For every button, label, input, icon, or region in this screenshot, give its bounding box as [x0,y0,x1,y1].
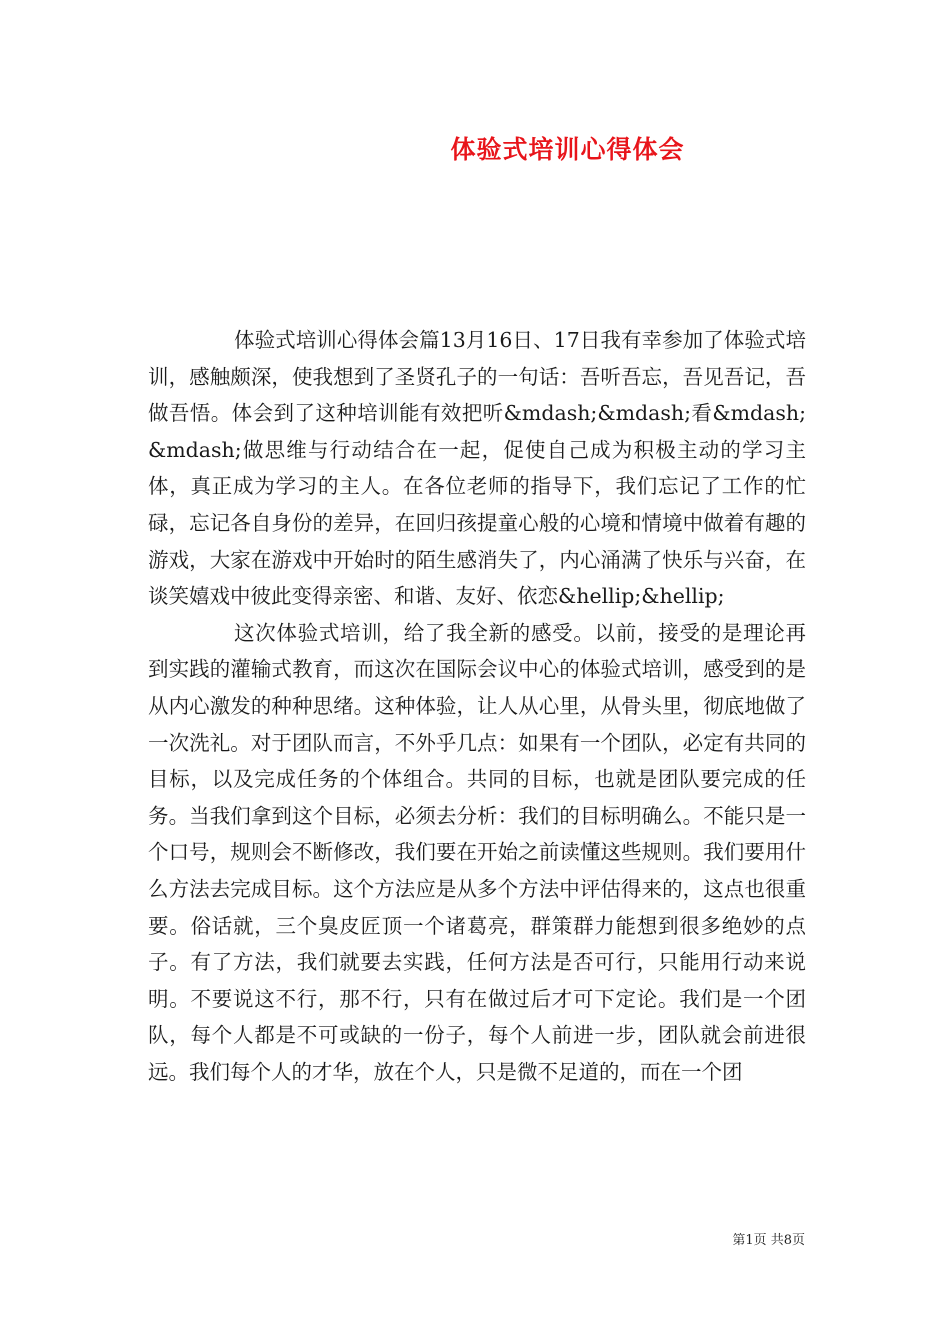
page-title: 体验式培训心得体会 [450,135,685,164]
paragraph-1: 体验式培训心得体会篇13月16日、17日我有幸参加了体验式培训，感触颇深，使我想到了圣贤孔子的一句话：吾听吾忘，吾见吾记，吾做吾悟。体会到了这种培训能有效把听&mdash;&mdash;看&mdash;&mdash;做思维与行动结合在一起，促使自己成为积极主动的学习主体，真正成为学习的主人。在各位老师的指导下，我们忘记了工作的忙碌，忘记各自身份的差异，在回归孩提童心般的心境和情境中做着有趣的游戏，大家在游戏中开始时的陌生感消失了，内心涌满了快乐与兴奋，在谈笑嬉戏中彼此变得亲密、和谐、友好、依恋&hellip;&hellip; [148,328,806,609]
document-body [148,322,806,1090]
paragraph-2: 这次体验式培训，给了我全新的感受。以前，接受的是理论再到实践的灌输式教育，而这次在国际会议中心的体验式培训，感受到的是从内心激发的种种思绪。这种体验，让人从心里，从骨头里，彻底地做了一次洗礼。对于团队而言，不外乎几点：如果有一个团队，必定有共同的目标，以及完成任务的个体组合。共同的目标，也就是团队要完成的任务。当我们拿到这个目标，必须去分析：我们的目标明确么。不能只是一个口号，规则会不断修改，我们要在开始之前读懂这些规则。我们要用什么方法去完成目标。这个方法应是从多个方法中评估得来的，这点也很重要。俗话就，三个臭皮匠顶一个诸葛亮，群策群力能想到很多绝妙的点子。有了方法，我们就要去实践，任何方法是否可行，只能用行动来说明。不要说这不行，那不行，只有在做过后才可下定论。我们是一个团队，每个人都是不可或缺的一份子，每个人前进一步，团队就会前进很远。我们每个人的才华，放在个人，只是微不足道的，而在一个团 [148,620,806,1084]
page-number-footer: 第1页 共8页 [732,1233,805,1248]
